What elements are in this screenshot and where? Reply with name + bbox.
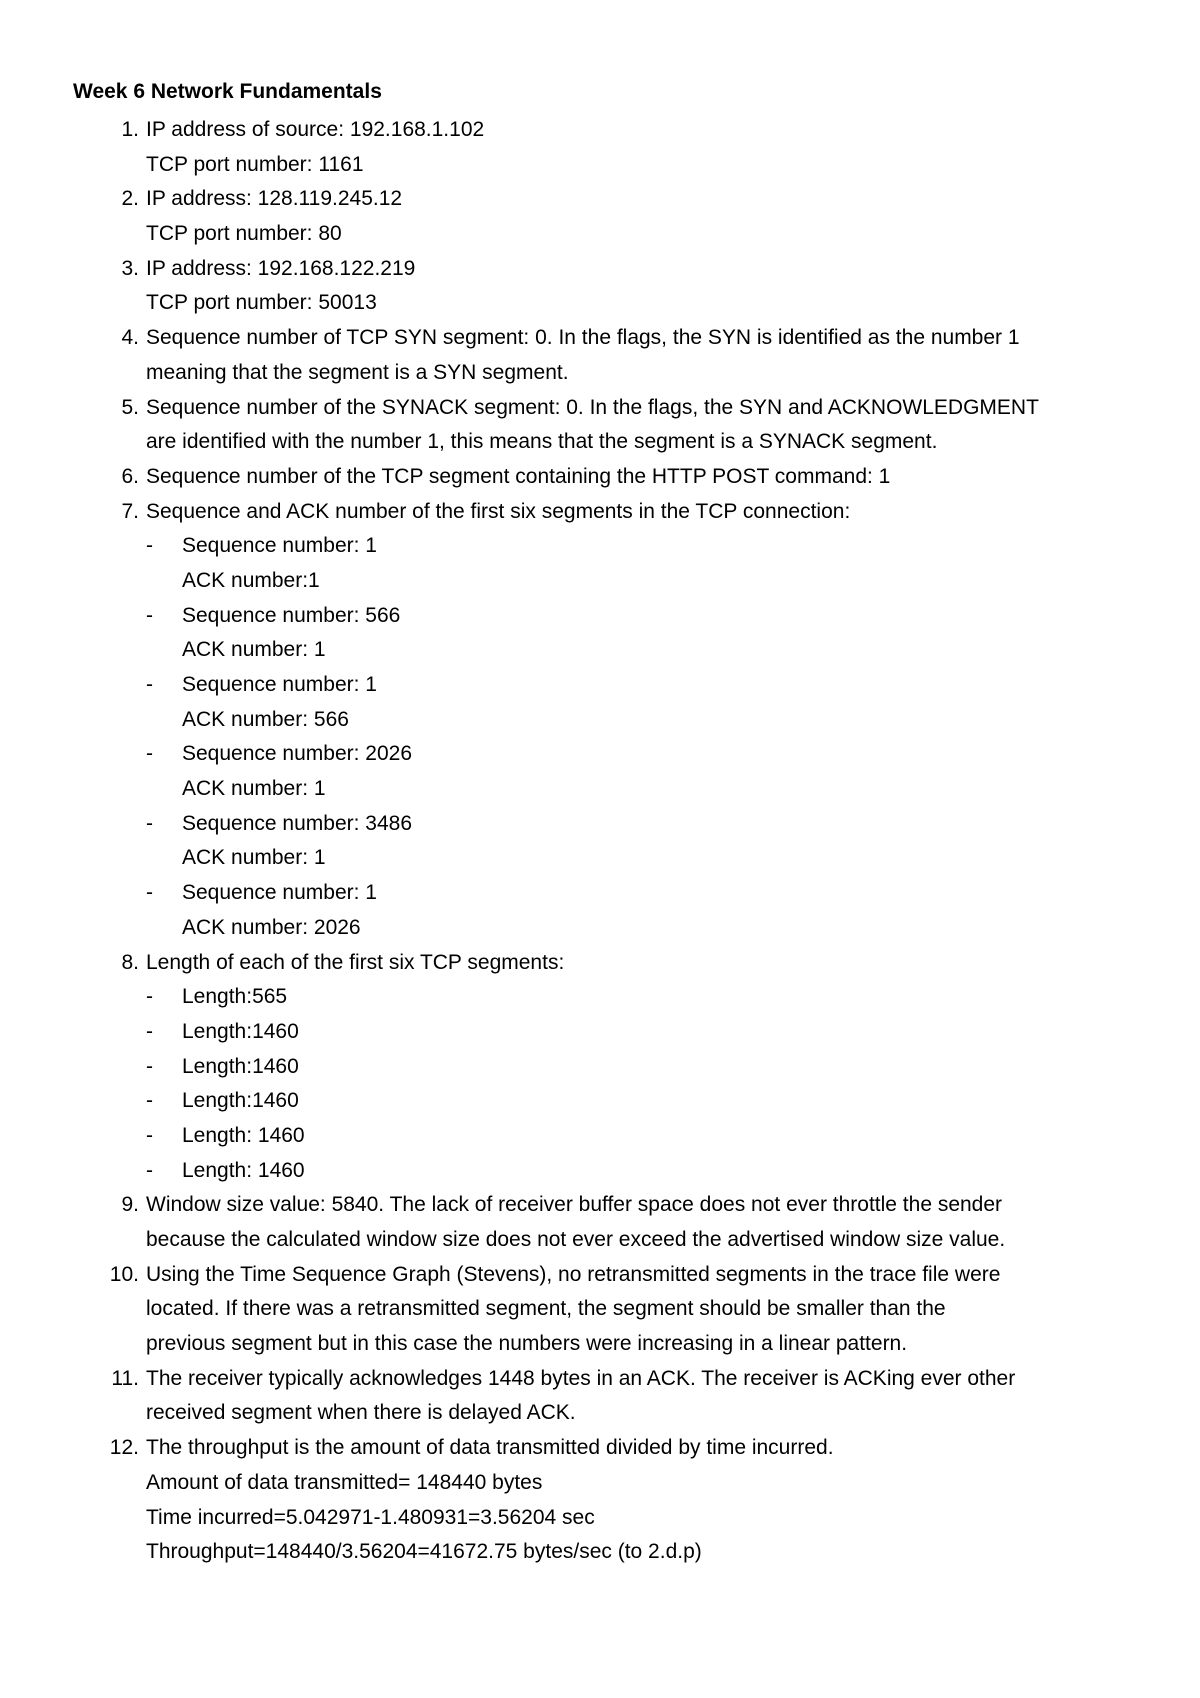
sub-item-text: Sequence number: 3486 [182, 811, 413, 835]
sub-item-first-line [73, 529, 1140, 564]
item-number: 9. [121, 1193, 139, 1217]
sub-item-first-line [73, 1119, 1140, 1154]
item-continuation-line [73, 1466, 1140, 1501]
dash-bullet: - [146, 742, 153, 766]
sub-item-first-line [73, 1084, 1140, 1119]
sub-item-text: Length:1460 [182, 1019, 299, 1043]
sub-item-text: Length: 1460 [182, 1158, 305, 1182]
item-first-line [73, 252, 1140, 287]
item-text: Window size value: 5840. The lack of receiver buffer space does not ever throttle the sender [146, 1193, 1003, 1217]
sub-item-continuation-line [73, 564, 1140, 599]
item-text: The throughput is the amount of data transmitted divided by time incurred. [146, 1436, 834, 1460]
sub-item-text: ACK number: 1 [182, 638, 326, 662]
item-text: Length of each of the first six TCP segments: [146, 950, 565, 974]
item-first-line [73, 495, 1140, 530]
item-text: Sequence number of the TCP segment containing the HTTP POST command: 1 [146, 464, 891, 488]
item-first-line [73, 1258, 1140, 1293]
item-text: TCP port number: 50013 [146, 291, 377, 315]
item-text: because the calculated window size does not ever exceed the advertised window size value. [146, 1228, 1006, 1251]
item-text: Sequence number of TCP SYN segment: 0. In the flags, the SYN is identified as the number 1 [146, 326, 1020, 350]
item-first-line [73, 1188, 1140, 1223]
sub-item-first-line [73, 599, 1140, 634]
item-first-line [73, 460, 1140, 495]
sub-item-first-line [73, 668, 1140, 703]
document-title: Week 6 Network Fundamentals [73, 80, 382, 103]
item-continuation-line [73, 1396, 1140, 1431]
sub-item-text: Sequence number: 1 [182, 881, 377, 905]
item-continuation-line [73, 425, 1140, 460]
dash-bullet: - [146, 1054, 153, 1078]
list-item [73, 391, 1140, 460]
item-continuation-line [73, 1292, 1140, 1327]
item-continuation-line [73, 148, 1140, 183]
item-number: 8. [121, 950, 139, 974]
sub-item-continuation-line [73, 772, 1140, 807]
sub-item-text: Length:565 [182, 985, 288, 1009]
item-first-line [73, 113, 1140, 148]
sub-item-text: Sequence number: 1 [182, 534, 377, 558]
item-continuation-line [73, 1535, 1140, 1570]
item-continuation-line [73, 356, 1140, 391]
item-text: The receiver typically acknowledges 1448 bytes in an ACK. The receiver is ACKing ever other [146, 1366, 1016, 1390]
item-number: 7. [121, 499, 139, 523]
list-item [73, 1431, 1140, 1570]
sub-item-continuation-line [73, 633, 1140, 668]
item-continuation-line [73, 1223, 1140, 1258]
list-item [73, 946, 1140, 1189]
sub-item-text: Length:1460 [182, 1054, 299, 1078]
sub-item-text: ACK number: 1 [182, 846, 326, 870]
item-number: 6. [121, 464, 139, 488]
item-first-line [73, 182, 1140, 217]
item-number: 2. [121, 187, 139, 211]
sub-item-text: ACK number: 1 [182, 777, 326, 801]
item-text: Sequence number of the SYNACK segment: 0. In the flags, the SYN and ACKNOWLEDGMENT [146, 395, 1039, 419]
sub-item-text: ACK number: 566 [182, 707, 349, 731]
item-text: Using the Time Sequence Graph (Stevens), no retransmitted segments in the trace file were [146, 1262, 1001, 1286]
sub-item-text: Sequence number: 566 [182, 603, 401, 627]
sub-item-first-line [73, 1015, 1140, 1050]
sub-item-first-line [73, 1050, 1140, 1085]
sub-item-text: ACK number: 2026 [182, 915, 361, 939]
sub-item-text: Sequence number: 1 [182, 673, 377, 696]
sub-item-first-line [73, 1154, 1140, 1189]
item-first-line [73, 391, 1140, 426]
item-text: Throughput=148440/3.56204=41672.75 bytes/sec (to 2.d.p) [146, 1540, 702, 1564]
list-item [73, 321, 1140, 390]
dash-bullet: - [146, 985, 153, 1009]
sub-item-text: Sequence number: 2026 [182, 742, 413, 766]
item-text: meaning that the segment is a SYN segment. [146, 360, 569, 384]
item-text: TCP port number: 1161 [146, 152, 364, 176]
item-number: 1. [121, 118, 139, 141]
list-item [73, 252, 1140, 321]
sub-item-text: Length: 1460 [182, 1123, 305, 1147]
item-continuation-line [73, 286, 1140, 321]
dash-bullet: - [146, 811, 153, 835]
list-item [73, 1188, 1140, 1257]
sub-item-continuation-line [73, 841, 1140, 876]
item-number: 10. [109, 1262, 139, 1286]
dash-bullet: - [146, 603, 153, 627]
item-number: 12. [109, 1436, 139, 1460]
item-continuation-line [73, 217, 1140, 252]
dash-bullet: - [146, 534, 153, 558]
item-text: located. If there was a retransmitted segment, the segment should be smaller than the [146, 1297, 946, 1321]
item-text: previous segment but in this case the numbers were increasing in a linear pattern. [146, 1332, 908, 1356]
item-text: Time incurred=5.042971-1.480931=3.56204 sec [146, 1505, 595, 1529]
sub-item-text: ACK number:1 [182, 568, 320, 592]
item-text: IP address: 128.119.245.12 [146, 187, 403, 211]
item-first-line [73, 946, 1140, 981]
item-continuation-line [73, 1327, 1140, 1362]
item-number: 5. [121, 395, 139, 419]
dash-bullet: - [146, 673, 153, 696]
sub-item-continuation-line [73, 911, 1140, 946]
list-item [73, 182, 1140, 251]
item-text: received segment when there is delayed ACK. [146, 1401, 576, 1425]
sub-item-first-line [73, 737, 1140, 772]
dash-bullet: - [146, 1019, 153, 1043]
item-text: IP address of source: 192.168.1.102 [146, 118, 485, 141]
sub-item-continuation-line [73, 703, 1140, 738]
item-first-line [73, 321, 1140, 356]
sub-item-first-line [73, 807, 1140, 842]
list-item [73, 1362, 1140, 1431]
sub-item-first-line [73, 876, 1140, 911]
list-item [73, 113, 1140, 182]
item-text: IP address: 192.168.122.219 [146, 256, 416, 280]
item-first-line [73, 1431, 1140, 1466]
item-continuation-line [73, 1501, 1140, 1536]
sub-item-text: Length:1460 [182, 1089, 299, 1113]
item-number: 11. [111, 1366, 139, 1390]
dash-bullet: - [146, 881, 153, 905]
list-item [73, 1258, 1140, 1362]
item-number: 4. [121, 326, 139, 350]
sub-item-first-line [73, 980, 1140, 1015]
item-text: Sequence and ACK number of the first six segments in the TCP connection: [146, 499, 851, 523]
item-text: Amount of data transmitted= 148440 bytes [146, 1470, 543, 1494]
item-number: 3. [121, 256, 139, 280]
item-first-line [73, 1362, 1140, 1397]
dash-bullet: - [146, 1089, 153, 1113]
list-item [73, 460, 1140, 495]
dash-bullet: - [146, 1123, 153, 1147]
item-text: TCP port number: 80 [146, 222, 342, 246]
list-item [73, 495, 1140, 946]
item-text: are identified with the number 1, this means that the segment is a SYNACK segment. [146, 430, 938, 454]
dash-bullet: - [146, 1158, 153, 1182]
answer-list [73, 113, 1140, 1570]
